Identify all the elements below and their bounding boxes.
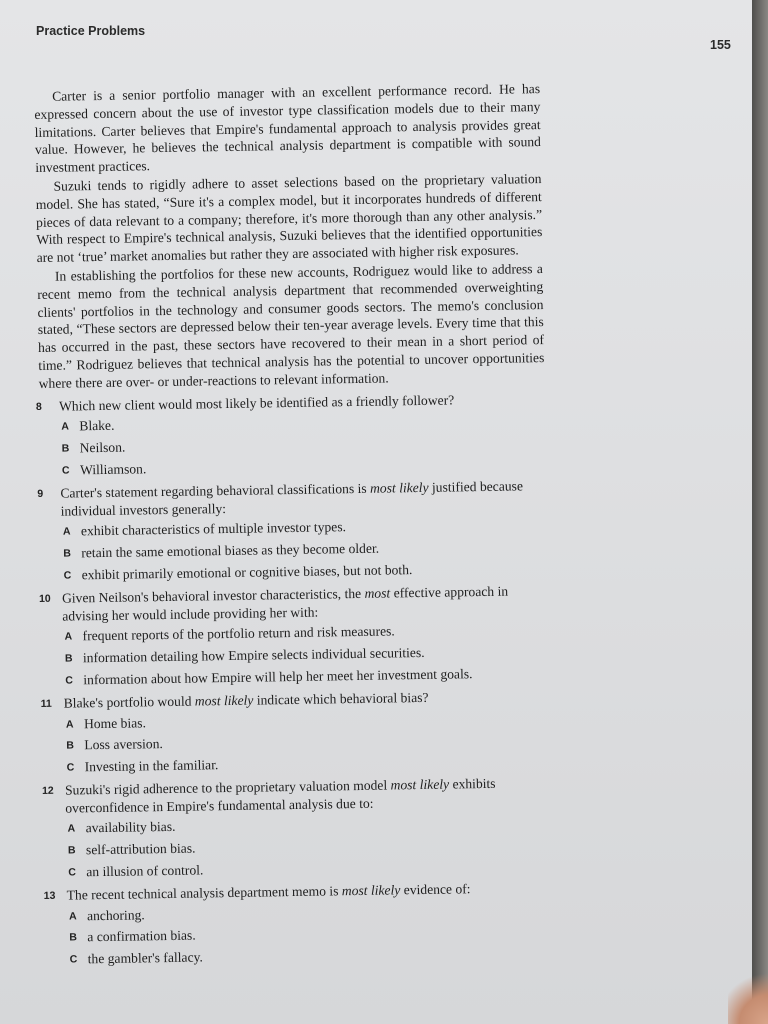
- question-12: [41, 774, 553, 882]
- option-text: Neilson.: [79, 439, 126, 456]
- option-letter: C: [65, 674, 73, 687]
- answer-option: [39, 410, 545, 436]
- question-text: Blake's portfolio would: [63, 693, 195, 711]
- option-letter: A: [68, 910, 77, 923]
- option-letter: C: [66, 761, 75, 774]
- question-list: [35, 390, 554, 969]
- option-text: a confirmation bias.: [87, 928, 196, 945]
- answer-option: [47, 900, 553, 926]
- answer-option: [42, 559, 548, 585]
- question-emphasis: most likely: [390, 776, 450, 793]
- question-text: Suzuki's rigid adherence to the proprietary valuation model: [64, 777, 391, 798]
- option-text: the gambler's fallacy.: [87, 949, 203, 967]
- question-number: 10: [38, 592, 51, 605]
- answer-option: [41, 515, 547, 541]
- option-text: exhibit primarily emotional or cognitive biases, but not both.: [81, 562, 413, 583]
- question-text: The recent technical analysis department memo is: [66, 883, 342, 903]
- question-text: Carter's statement regarding behavioral classifications is: [60, 480, 371, 501]
- passage-paragraph: Carter is a senior portfolio manager with an excellent performance record. He has expressed concern about the use of investor type classification models due to their many limitations. Carter believes that Empire's fundamental approach to analysis provides great value. However, he believes the technical analysis department is compatible with sound investment practices.: [34, 81, 542, 176]
- option-text: Blake.: [79, 418, 115, 434]
- option-letter: B: [69, 931, 78, 945]
- question-emphasis: most likely: [369, 479, 429, 496]
- question-text: Which new client would most likely be identified as a friendly follower?: [58, 391, 455, 414]
- question-emphasis: most likely: [194, 692, 254, 709]
- option-text: exhibit characteristics of multiple investor types.: [80, 519, 347, 539]
- option-letter: C: [63, 569, 72, 582]
- option-text: Loss aversion.: [84, 736, 163, 753]
- answer-option: [46, 812, 552, 838]
- option-text: retain the same emotional biases as they become older.: [81, 540, 380, 561]
- option-letter: A: [64, 630, 73, 643]
- answer-option: [40, 454, 546, 480]
- question-number: 8: [35, 400, 42, 413]
- question-emphasis: most: [364, 585, 391, 601]
- answer-option: [44, 707, 550, 733]
- finger-tip: [728, 964, 768, 1024]
- answer-option: [47, 921, 553, 947]
- question-10: [38, 582, 550, 690]
- question-number: 12: [41, 784, 54, 797]
- passage-paragraph: Suzuki tends to rigidly adhere to asset selections based on the proprietary valuation model. She has stated, “Sure it's a complex model, but it incorporates hundreds of different pieces of data relevant to a company; therefore, it's more thorough than any other analysis.” With respect to Empire's technical analysis, Suzuki believes that the identified opportunities are not ‘true’ market anomalies but rather they are associated with higher risk exposures.: [35, 171, 543, 266]
- question-9: [37, 477, 548, 585]
- question-emphasis: most likely: [341, 882, 401, 899]
- question-8: [35, 390, 546, 480]
- option-letter: A: [62, 525, 71, 538]
- option-letter: C: [68, 866, 77, 879]
- answer-option: [42, 620, 548, 646]
- page-number: 155: [710, 38, 731, 52]
- option-letter: B: [63, 547, 72, 560]
- answer-option: [43, 642, 549, 668]
- question-text: indicate which behavioral bias?: [253, 689, 429, 708]
- question-stem: [38, 582, 548, 626]
- passage-paragraph: In establishing the portfolios for these new accounts, Rodriguez would like to address a recent memo from the technical analysis department that recommended overweighting clients' portfolios in the technology and consumer goods sectors. The memo's conclusion stated, “These sectors are depressed below their ten-year average levels. Every time that this has occurred in the past, these sectors have recovered to their mean in a short period of time.” Rodriguez believes that technical analysis has the potential to uncover opportunities where there are over- or under-reactions to relevant information.: [37, 260, 545, 391]
- question-stem: [41, 774, 551, 818]
- option-text: Investing in the familiar.: [84, 757, 219, 775]
- option-letter: A: [61, 420, 70, 433]
- answer-option: [44, 729, 550, 755]
- running-head: Practice Problems: [36, 24, 146, 38]
- question-13: [43, 879, 554, 969]
- page-edge-shadow: [752, 0, 768, 1024]
- option-text: an illusion of control.: [86, 862, 204, 880]
- question-text: effective approach in advising her would include providing her with:: [62, 583, 509, 624]
- option-letter: B: [67, 844, 76, 857]
- question-11: [40, 687, 551, 777]
- option-letter: A: [67, 822, 76, 836]
- option-text: self-attribution bias.: [85, 840, 196, 858]
- option-text: anchoring.: [86, 907, 145, 923]
- answer-option: [43, 664, 549, 690]
- question-number: 11: [40, 697, 52, 710]
- question-text: exhibits overconfidence in Empire's fundamental analysis due to:: [65, 775, 496, 816]
- option-letter: C: [69, 953, 78, 966]
- answer-option: [40, 432, 546, 458]
- answer-option: [48, 943, 554, 969]
- answer-option: [45, 751, 551, 777]
- option-letter: B: [66, 739, 75, 752]
- option-text: information about how Empire will help her meet her investment goals.: [83, 666, 473, 688]
- question-text: evidence of:: [400, 881, 471, 898]
- answer-option: [41, 537, 547, 563]
- answer-option: [46, 834, 552, 860]
- option-letter: A: [65, 717, 74, 731]
- question-number: 13: [43, 889, 56, 902]
- page-content: [34, 80, 554, 973]
- question-stem: [37, 477, 546, 521]
- question-text: Given Neilson's behavioral investor characteristics, the: [61, 585, 365, 606]
- question-text: justified because individual investors generally:: [60, 478, 524, 519]
- question-number: 9: [37, 487, 44, 500]
- option-text: information detailing how Empire selects individual securities.: [82, 645, 425, 666]
- option-text: frequent reports of the portfolio return and risk measures.: [82, 623, 395, 644]
- answer-option: [46, 856, 552, 882]
- option-text: Williamson.: [79, 461, 147, 478]
- option-letter: B: [61, 442, 70, 455]
- option-text: availability bias.: [85, 819, 176, 836]
- option-text: Home bias.: [83, 714, 147, 731]
- option-letter: B: [64, 652, 73, 665]
- option-letter: C: [61, 464, 70, 477]
